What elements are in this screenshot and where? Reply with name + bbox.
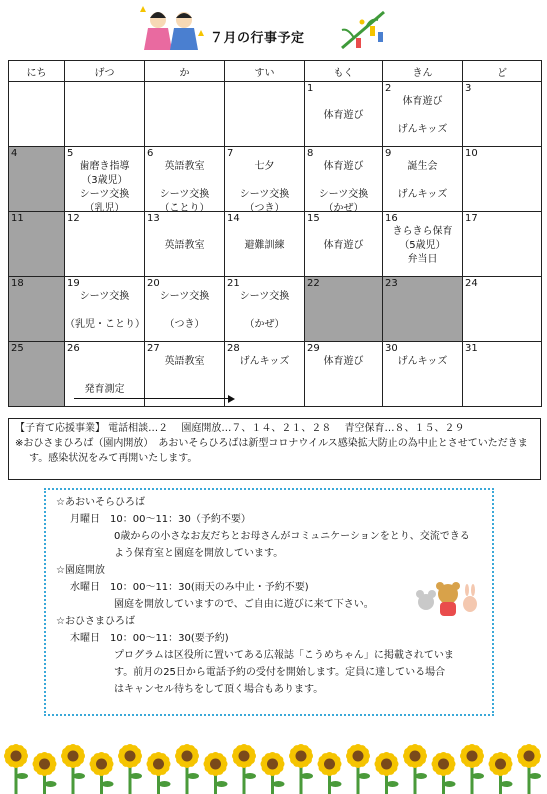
calendar-day-cell xyxy=(383,147,463,212)
measurement-arrow-line xyxy=(74,398,230,399)
calendar-day-cell xyxy=(9,82,65,147)
day-number: 29 xyxy=(307,343,320,354)
tanabata-couple-icon xyxy=(140,6,204,52)
day-events: 英語教室 xyxy=(164,240,205,251)
program-info-box xyxy=(44,488,494,716)
day-number: 18 xyxy=(11,278,24,289)
calendar-table xyxy=(8,60,542,407)
calendar-day-cell xyxy=(65,82,145,147)
weekday-header: すい xyxy=(225,61,305,82)
weekday-header: ど xyxy=(463,61,542,82)
sunflower-icon xyxy=(375,752,399,794)
calendar-week-row xyxy=(9,277,542,342)
notes-box xyxy=(8,418,541,480)
arrow-head-icon xyxy=(228,395,235,403)
day-number: 14 xyxy=(227,213,240,224)
calendar-day-cell xyxy=(145,277,225,342)
calendar-day-cell xyxy=(225,82,305,147)
day-number: 22 xyxy=(307,278,320,289)
weekday-header: にち xyxy=(9,61,65,82)
calendar-day-cell xyxy=(145,147,225,212)
day-number: 5 xyxy=(67,148,74,159)
day-number: 31 xyxy=(465,343,478,354)
section-time: 木曜日 10：00～11：30(要予約) xyxy=(70,633,229,644)
day-number: 17 xyxy=(465,213,478,224)
day-events: シーツ交換 （乳児・ことり） xyxy=(65,291,145,330)
day-number: 7 xyxy=(227,148,234,159)
day-events: 体育遊び xyxy=(323,240,364,251)
calendar-day-cell xyxy=(383,82,463,147)
day-number: 2 xyxy=(385,83,392,94)
section-description: 園庭を開放していますので、ご自由に遊びに来て下さい。 xyxy=(114,599,374,610)
day-number: 11 xyxy=(11,213,24,224)
calendar-day-cell xyxy=(9,212,65,277)
calendar-day-cell xyxy=(145,342,225,407)
day-events: きらきら保育 （5歳児） 弁当日 xyxy=(392,226,453,265)
day-number: 1 xyxy=(307,83,314,94)
bamboo-decoration-icon xyxy=(340,8,390,52)
calendar-week-row xyxy=(9,342,542,407)
calendar-day-cell xyxy=(463,342,542,407)
day-number: 20 xyxy=(147,278,160,289)
calendar-day-cell xyxy=(383,342,463,407)
day-events: 体育遊び xyxy=(323,110,364,121)
sunflower-border xyxy=(0,734,547,794)
section-heading: ☆あおいそらひろば xyxy=(56,497,145,508)
day-events: 英語教室 xyxy=(164,356,205,367)
calendar-day-cell xyxy=(65,277,145,342)
day-events: 体育遊び シーツ交換 （かぜ） xyxy=(318,161,369,214)
sunflower-icon xyxy=(33,752,57,794)
sunflower-icon xyxy=(489,752,513,794)
sunflower-icon xyxy=(175,744,199,794)
day-number: 12 xyxy=(67,213,80,224)
day-number: 15 xyxy=(307,213,320,224)
day-events: シーツ交換 （つき） xyxy=(159,291,210,330)
sunflower-icon xyxy=(232,744,256,794)
calendar-week-row xyxy=(9,212,542,277)
animal-friends-icon xyxy=(414,578,484,618)
sunflower-icon xyxy=(4,744,28,794)
day-number: 13 xyxy=(147,213,160,224)
day-events: げんキッズ xyxy=(239,356,290,367)
day-number: 30 xyxy=(385,343,398,354)
day-number: 24 xyxy=(465,278,478,289)
sunflower-icon xyxy=(204,752,228,794)
calendar-day-cell xyxy=(65,147,145,212)
section-description: 0歳からの小さなお友だちとお母さんがコミュニケーションをとり、交流できる xyxy=(114,531,470,542)
day-events: 発育測定 xyxy=(84,384,125,395)
weekday-header: きん xyxy=(383,61,463,82)
calendar-day-cell xyxy=(225,212,305,277)
day-number: 25 xyxy=(11,343,24,354)
weekday-header: もく xyxy=(305,61,383,82)
calendar-day-cell xyxy=(305,342,383,407)
day-number: 8 xyxy=(307,148,314,159)
sunflower-icon xyxy=(118,744,142,794)
weekday-header-row xyxy=(9,61,542,82)
day-number: 9 xyxy=(385,148,392,159)
day-number: 10 xyxy=(465,148,478,159)
sunflower-icon xyxy=(517,744,541,794)
day-events: げんキッズ xyxy=(397,356,448,367)
calendar-day-cell xyxy=(65,212,145,277)
day-number: 4 xyxy=(11,148,18,159)
weekday-header: か xyxy=(145,61,225,82)
weekday-header: げつ xyxy=(65,61,145,82)
calendar-week-row xyxy=(9,147,542,212)
cancellation-notice: ※おひさまひろば（園内開放） あおいそらひろばは新型コロナウイルス感染拡大防止の為中止とさせていただきます。感染状況をみて再開いたします。 xyxy=(15,438,528,464)
section-description: はキャンセル待ちをして頂く場合もあります。 xyxy=(114,684,324,695)
calendar-day-cell xyxy=(9,277,65,342)
sunflower-icon xyxy=(460,744,484,794)
calendar-week-row xyxy=(9,82,542,147)
day-number: 27 xyxy=(147,343,160,354)
sunflower-icon xyxy=(261,752,285,794)
calendar-day-cell xyxy=(383,212,463,277)
calendar-day-cell xyxy=(463,82,542,147)
calendar-day-cell xyxy=(463,212,542,277)
day-number: 28 xyxy=(227,343,240,354)
support-program-line: 【子育て応援事業】 電話相談…２ 園庭開放…７、１４、２１、２８ 青空保育…８、１５、２９ xyxy=(15,423,465,434)
day-events: 避難訓練 xyxy=(244,240,285,251)
calendar-day-cell xyxy=(225,342,305,407)
sunflower-icon xyxy=(61,744,85,794)
section-time: 月曜日 10：00～11：30（予約不要） xyxy=(70,514,251,525)
day-events: 体育遊び xyxy=(323,356,364,367)
calendar-day-cell xyxy=(305,147,383,212)
sunflower-icon xyxy=(346,744,370,794)
calendar-day-cell xyxy=(463,277,542,342)
calendar-day-cell xyxy=(9,147,65,212)
day-number: 3 xyxy=(465,83,472,94)
sunflower-icon xyxy=(432,752,456,794)
day-events: 歯磨き指導 （3歳児） シーツ交換 （乳児） xyxy=(79,161,130,214)
day-number: 6 xyxy=(147,148,154,159)
sunflower-icon xyxy=(90,752,114,794)
day-number: 26 xyxy=(67,343,80,354)
calendar-day-cell xyxy=(225,147,305,212)
calendar-day-cell xyxy=(9,342,65,407)
calendar-day-cell xyxy=(463,147,542,212)
day-events: 七夕 シーツ交換 （つき） xyxy=(239,161,290,214)
section-description: す。前月の25日から電話予約の受付を開始します。定員に達している場合 xyxy=(114,667,446,678)
calendar-day-cell xyxy=(305,277,383,342)
section-time: 水曜日 10：00～11：30(雨天のみ中止・予約不要) xyxy=(70,582,309,593)
section-description: プログラムは区役所に置いてある広報誌「こうめちゃん」に掲載されていま xyxy=(114,650,454,661)
section-heading: ☆園庭開放 xyxy=(56,565,105,576)
calendar-day-cell xyxy=(145,82,225,147)
day-events: シーツ交換 （かぜ） xyxy=(239,291,290,330)
calendar-day-cell xyxy=(65,342,145,407)
day-events: 英語教室 シーツ交換 （ことり） xyxy=(159,161,210,214)
calendar-day-cell xyxy=(305,212,383,277)
day-number: 19 xyxy=(67,278,80,289)
day-number: 23 xyxy=(385,278,398,289)
sunflower-icon xyxy=(403,744,427,794)
sunflower-icon xyxy=(147,752,171,794)
day-events: 誕生会 げんキッズ xyxy=(397,161,448,200)
section-heading: ☆おひさまひろば xyxy=(56,616,135,627)
sunflower-icon xyxy=(318,752,342,794)
day-number: 16 xyxy=(385,213,398,224)
page-title: ７月の行事予定 xyxy=(210,31,305,46)
calendar-day-cell xyxy=(225,277,305,342)
section-description: よう保育室と園庭を開放しています。 xyxy=(114,548,284,559)
sunflower-icon xyxy=(289,744,313,794)
calendar-day-cell xyxy=(305,82,383,147)
calendar-day-cell xyxy=(145,212,225,277)
page-header xyxy=(0,0,547,56)
day-events: 体育遊び げんキッズ xyxy=(397,96,448,135)
day-number: 21 xyxy=(227,278,240,289)
calendar-day-cell xyxy=(383,277,463,342)
